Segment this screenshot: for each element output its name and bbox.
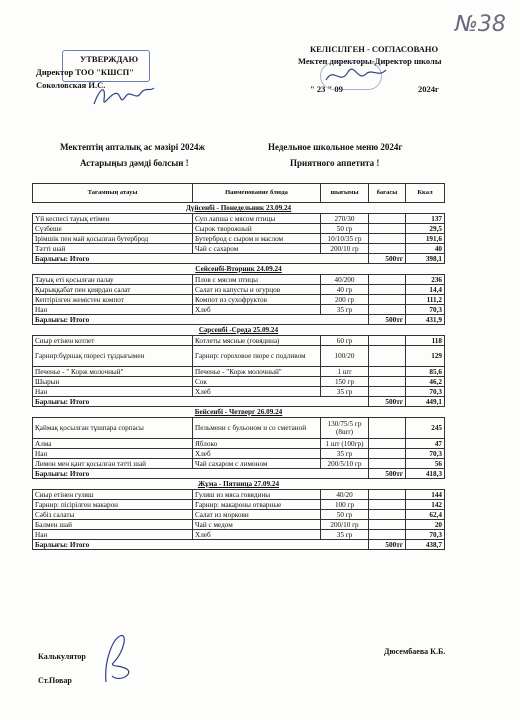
table-row (33, 439, 445, 449)
cell-kcal: 70,3 (406, 449, 445, 459)
cell-yield: 270/30 (321, 214, 369, 224)
col-header-kcal: Ккал (406, 184, 445, 203)
day-title: Жұма - Пятница 27.09.24 (33, 479, 445, 490)
cell-price (369, 449, 406, 459)
cell-yield: 100/20 (321, 346, 369, 367)
cell-yield: 150 гр (321, 377, 369, 387)
total-row (33, 469, 445, 479)
cell-ru-name: Сырок творожный (193, 224, 321, 234)
cell-kcal: 70,3 (406, 387, 445, 397)
cell-ru-name: Котлеты мясные (говядина) (193, 336, 321, 346)
table-row (33, 224, 445, 234)
table-row (33, 244, 445, 254)
cell-kz-name: Нан (33, 305, 193, 315)
table-row (33, 305, 445, 315)
cell-kz-name: Алма (33, 439, 193, 449)
table-row (33, 459, 445, 469)
total-label: Барлығы: Итого (33, 540, 369, 550)
total-price: 500тг (369, 469, 406, 479)
cell-yield: 100 гр (321, 500, 369, 510)
cell-kz-name: Нан (33, 449, 193, 459)
cell-kz-name: Гарнир:бұршақ пюресі тұздығымен (33, 346, 193, 367)
approval-left-name: Соколовская И.С. (36, 80, 106, 90)
cell-ru-name: Чай с медом (193, 520, 321, 530)
day-header-row (33, 264, 445, 275)
table-row (33, 275, 445, 285)
table-row (33, 449, 445, 459)
title-right-line2: Приятного аппетита ! (290, 158, 380, 168)
col-header-yield: шығымы (321, 184, 369, 203)
cell-kcal: 129 (406, 346, 445, 367)
cell-kcal: 245 (406, 418, 445, 439)
cell-price (369, 367, 406, 377)
table-row (33, 377, 445, 387)
cell-kcal: 142 (406, 500, 445, 510)
cell-kcal: 191,6 (406, 234, 445, 244)
cell-yield: 35 гр (321, 387, 369, 397)
cell-ru-name: Плов с мясом птицы (193, 275, 321, 285)
cell-yield: 1 шт (321, 367, 369, 377)
cell-ru-name: Салат из моркови (193, 510, 321, 520)
cell-yield: 200/5/10 гр (321, 459, 369, 469)
total-row (33, 540, 445, 550)
cell-price (369, 520, 406, 530)
table-row (33, 500, 445, 510)
signer-name: Дюсембаева К.Б. (384, 647, 446, 656)
cell-price (369, 346, 406, 367)
total-kcal: 438,7 (406, 540, 445, 550)
cell-kz-name: Сәбіз салаты (33, 510, 193, 520)
col-header-price: бағасы (369, 184, 406, 203)
total-label: Барлығы: Итого (33, 469, 369, 479)
cell-kz-name: Нан (33, 387, 193, 397)
cell-kz-name: Үй кеспесі тауық етімен (33, 214, 193, 224)
cell-kcal: 70,3 (406, 305, 445, 315)
cell-price (369, 275, 406, 285)
cell-price (369, 439, 406, 449)
cell-price (369, 285, 406, 295)
approval-left-position: Директор ТОО "КШСП" (36, 67, 134, 77)
total-price: 500тг (369, 540, 406, 550)
cell-yield: 10/10/35 гр (321, 234, 369, 244)
cell-yield: 1 шт (100гр) (321, 439, 369, 449)
total-kcal: 418,3 (406, 469, 445, 479)
table-header-row (33, 184, 445, 203)
approval-right-date: " 23 " 09 (310, 84, 343, 94)
col-header-kz-name: Тағамның атауы (33, 184, 193, 203)
cell-yield: 200/10 гр (321, 244, 369, 254)
cell-price (369, 336, 406, 346)
cell-price (369, 490, 406, 500)
title-left-line2: Астарыңыз дәмді болсын ! (80, 158, 189, 168)
calculator-label: Калькулятор (38, 652, 86, 661)
cell-kcal: 137 (406, 214, 445, 224)
cell-price (369, 500, 406, 510)
cell-kz-name: Лимон мен қант қосылған тәтті шай (33, 459, 193, 469)
cell-kcal: 111,2 (406, 295, 445, 305)
cell-price (369, 459, 406, 469)
cell-kcal: 40 (406, 244, 445, 254)
title-left-line1: Мектептің апталық ас мәзірі 2024ж (60, 142, 205, 152)
cell-ru-name: Хлеб (193, 387, 321, 397)
table-row (33, 285, 445, 295)
cell-kz-name: Сүзбеше (33, 224, 193, 234)
total-kcal: 398,1 (406, 254, 445, 264)
table-row (33, 336, 445, 346)
approval-left-title: УТВЕРЖДАЮ (80, 54, 139, 64)
total-price: 500тг (369, 254, 406, 264)
day-header-row (33, 325, 445, 336)
cell-kcal: 47 (406, 439, 445, 449)
approval-right-title: КЕЛІСІЛГЕН - СОГЛАСОВАНО (310, 44, 439, 54)
cell-kz-name: Шырын (33, 377, 193, 387)
cell-kcal: 29,5 (406, 224, 445, 234)
table-row (33, 214, 445, 224)
cell-kz-name: Сиыр етінен котлет (33, 336, 193, 346)
cell-kz-name: Печенье - " Корж молочный" (33, 367, 193, 377)
approval-right-position: Мектеп директоры-Директор школы (298, 56, 442, 66)
cell-yield: 35 гр (321, 305, 369, 315)
cell-price (369, 510, 406, 520)
cell-yield: 200/10 гр (321, 520, 369, 530)
cell-yield: 50 гр (321, 510, 369, 520)
cell-kcal: 144 (406, 490, 445, 500)
cell-price (369, 224, 406, 234)
cell-price (369, 387, 406, 397)
cell-kz-name: Қырыққабат пен қиярдан салат (33, 285, 193, 295)
cell-kz-name: Кептірілген жемістен компот (33, 295, 193, 305)
cell-kz-name: Ірімшік пен май қосылған бутерброд (33, 234, 193, 244)
total-row (33, 254, 445, 264)
signature-right (320, 60, 390, 90)
cell-ru-name: Чай с сахаром (193, 244, 321, 254)
table-row (33, 418, 445, 439)
cell-ru-name: Яблоко (193, 439, 321, 449)
cook-label: Ст.Повар (38, 676, 72, 685)
col-header-ru-name: Наименование блюда (193, 184, 321, 203)
total-row (33, 315, 445, 325)
cell-kcal: 118 (406, 336, 445, 346)
cell-kcal: 20 (406, 520, 445, 530)
table-row (33, 490, 445, 500)
cell-ru-name: Гуляш из мяса говядины (193, 490, 321, 500)
day-title: Дүйсенбі - Понедельник 23.09.24 (33, 203, 445, 214)
cell-ru-name: Сок (193, 377, 321, 387)
cell-yield: 40 гр (321, 285, 369, 295)
total-label: Барлығы: Итого (33, 254, 369, 264)
cell-ru-name: Чай сахаром с лимоном (193, 459, 321, 469)
cell-kz-name: Қаймақ қосылған тұшпара сорпасы (33, 418, 193, 439)
day-header-row (33, 407, 445, 418)
day-header-row (33, 479, 445, 490)
cell-kcal: 70,3 (406, 530, 445, 540)
cell-yield: 60 гр (321, 336, 369, 346)
cell-kz-name: Тәтті шай (33, 244, 193, 254)
signature-left (90, 80, 160, 112)
approval-right-year: 2024г (418, 84, 439, 94)
cell-kz-name: Нан (33, 530, 193, 540)
cell-kz-name: Тауық еті қосылған палау (33, 275, 193, 285)
cell-ru-name: Печенье - "Корж молочный" (193, 367, 321, 377)
cell-price (369, 530, 406, 540)
cell-kcal: 85,6 (406, 367, 445, 377)
cell-ru-name: Хлеб (193, 530, 321, 540)
cell-yield: 40/200 (321, 275, 369, 285)
cell-yield: 130/75/5 гр (8шт) (321, 418, 369, 439)
day-title: Сәрсенбі -Среда 25.09.24 (33, 325, 445, 336)
table-row (33, 234, 445, 244)
cell-kz-name: Гарнир: пісірілген макарон (33, 500, 193, 510)
cell-yield: 50 гр (321, 224, 369, 234)
cell-price (369, 377, 406, 387)
cell-kcal: 62,4 (406, 510, 445, 520)
total-price: 500тг (369, 315, 406, 325)
total-price: 500тг (369, 397, 406, 407)
table-row (33, 295, 445, 305)
cell-ru-name: Гарнир: гороховое пюре с подливом (193, 346, 321, 367)
cell-price (369, 214, 406, 224)
cell-ru-name: Компот из сухофруктов (193, 295, 321, 305)
table-row (33, 530, 445, 540)
cell-yield: 35 гр (321, 449, 369, 459)
cell-ru-name: Салат из капусты и огурцов (193, 285, 321, 295)
table-row (33, 346, 445, 367)
cell-kz-name: Сиыр етінен гуляш (33, 490, 193, 500)
cell-yield: 40/20 (321, 490, 369, 500)
cell-yield: 200 гр (321, 295, 369, 305)
day-header-row (33, 203, 445, 214)
day-title: Сейсенбі-Вторник 24.09.24 (33, 264, 445, 275)
cell-price (369, 234, 406, 244)
cell-price (369, 295, 406, 305)
cell-kcal: 56 (406, 459, 445, 469)
total-row (33, 397, 445, 407)
cell-kcal: 14,4 (406, 285, 445, 295)
cell-ru-name: Бутерброд с сыром и маслом (193, 234, 321, 244)
cell-ru-name: Хлеб (193, 305, 321, 315)
cell-price (369, 244, 406, 254)
cell-ru-name: Пельмени с бульоном и со сметаной (193, 418, 321, 439)
cell-ru-name: Суп лапша с мясом птицы (193, 214, 321, 224)
cell-yield: 35 гр (321, 530, 369, 540)
cell-ru-name: Гарнир: макароны отварные (193, 500, 321, 510)
title-right-line1: Недельное школьное меню 2024г (268, 142, 403, 152)
cell-kz-name: Балмен шай (33, 520, 193, 530)
day-title: Бейсенбі - Четверг 26.09.24 (33, 407, 445, 418)
table-row (33, 387, 445, 397)
cell-kcal: 236 (406, 275, 445, 285)
menu-table (32, 183, 445, 550)
cell-price (369, 305, 406, 315)
cell-ru-name: Хлеб (193, 449, 321, 459)
table-row (33, 367, 445, 377)
total-kcal: 431,9 (406, 315, 445, 325)
document-number: №38 (455, 12, 506, 37)
total-kcal: 449,1 (406, 397, 445, 407)
table-row (33, 520, 445, 530)
total-label: Барлығы: Итого (33, 397, 369, 407)
cell-kcal: 46,2 (406, 377, 445, 387)
cell-price (369, 418, 406, 439)
signature-bottom (98, 632, 138, 688)
table-row (33, 510, 445, 520)
total-label: Барлығы: Итого (33, 315, 369, 325)
